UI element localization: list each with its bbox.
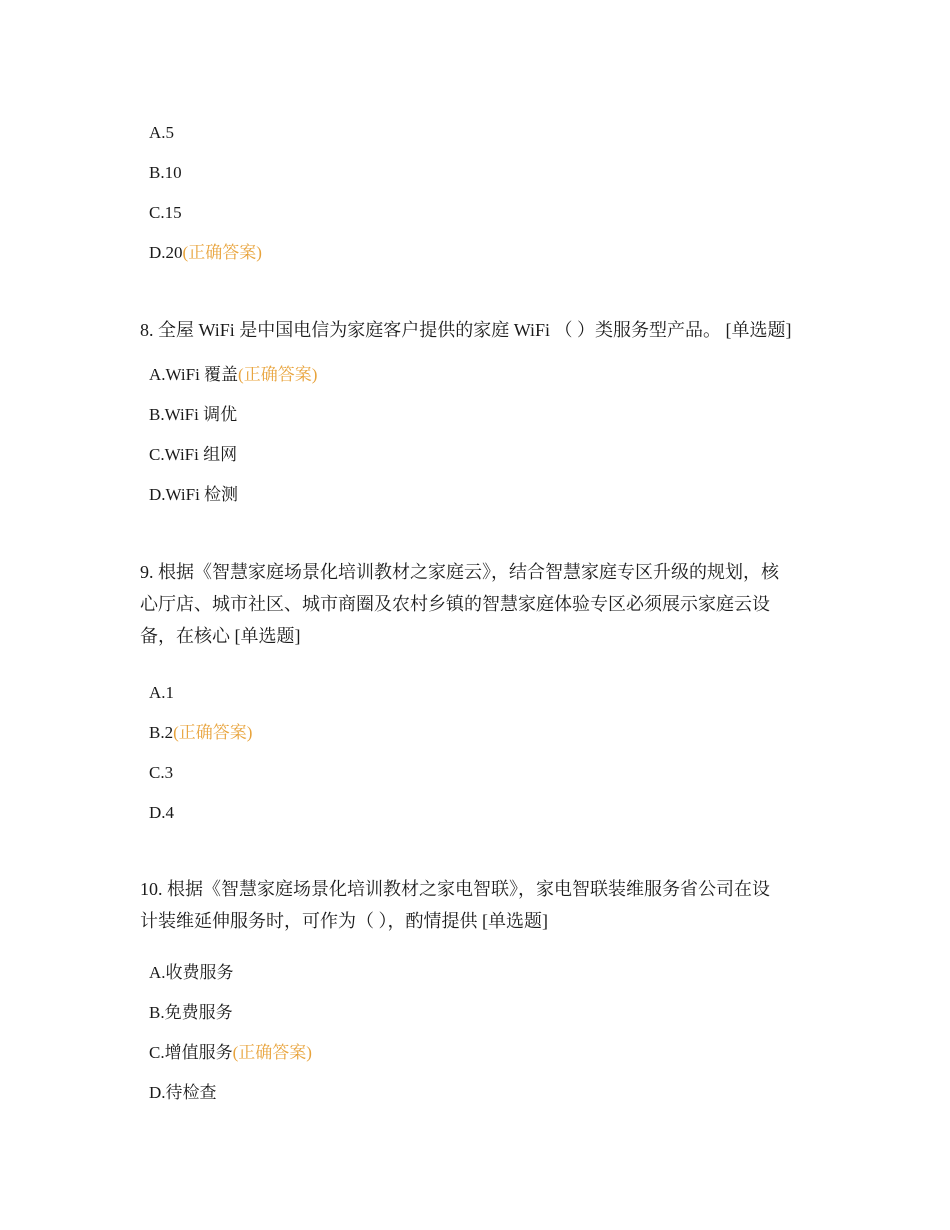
q10-option-c: C.增值服务(正确答案) bbox=[149, 1043, 312, 1062]
q9-text-line-2: 心厅店、城市社区、城市商圈及农村乡镇的智慧家庭体验专区必须展示家庭云设 bbox=[140, 594, 770, 614]
q10-text-line-1: 10. 根据《智慧家庭场景化培训教材之家电智联》，家电智联装维服务省公司在设 bbox=[140, 879, 770, 899]
correct-answer-marker: (正确答案) bbox=[238, 365, 318, 384]
q8-option-a: A.WiFi 覆盖(正确答案) bbox=[149, 365, 318, 384]
q9-option-c: C.3 bbox=[149, 763, 174, 782]
correct-answer-marker: (正确答案) bbox=[182, 243, 262, 262]
q9-option-a: A.1 bbox=[149, 683, 175, 702]
q9-text-line-1: 9. 根据《智慧家庭场景化培训教材之家庭云》，结合智慧家庭专区升级的规划，核 bbox=[140, 562, 779, 582]
q8-text: 8. 全屋 WiFi 是中国电信为家庭客户提供的家庭 WiFi （ ）类服务型产品。 [单选题] bbox=[140, 320, 792, 340]
q8-option-c: C.WiFi 组网 bbox=[149, 445, 238, 464]
q7-option-c: C.15 bbox=[149, 203, 182, 222]
q10-text bbox=[140, 873, 820, 937]
q8-option-b: B.WiFi 调优 bbox=[149, 405, 238, 424]
q8-option-d: D.WiFi 检测 bbox=[149, 485, 239, 504]
correct-answer-marker: (正确答案) bbox=[232, 1043, 312, 1062]
q10-option-b: B.免费服务 bbox=[149, 1003, 233, 1022]
correct-answer-marker: (正确答案) bbox=[173, 723, 253, 742]
q7-option-d: D.20(正确答案) bbox=[149, 243, 262, 262]
q10-option-a: A.收费服务 bbox=[149, 963, 234, 982]
q7-option-a: A.5 bbox=[149, 123, 175, 142]
q7-option-b: B.10 bbox=[149, 163, 182, 182]
q9-text-line-3: 备，在核心 [单选题] bbox=[140, 626, 301, 646]
q9-text bbox=[140, 556, 820, 652]
q9-option-b: B.2(正确答案) bbox=[149, 723, 253, 742]
q10-option-d: D.待检查 bbox=[149, 1083, 217, 1102]
q10-text-line-2: 计装维延伸服务时，可作为（ ），酌情提供 [单选题] bbox=[140, 911, 548, 931]
q9-option-d: D.4 bbox=[149, 803, 175, 822]
